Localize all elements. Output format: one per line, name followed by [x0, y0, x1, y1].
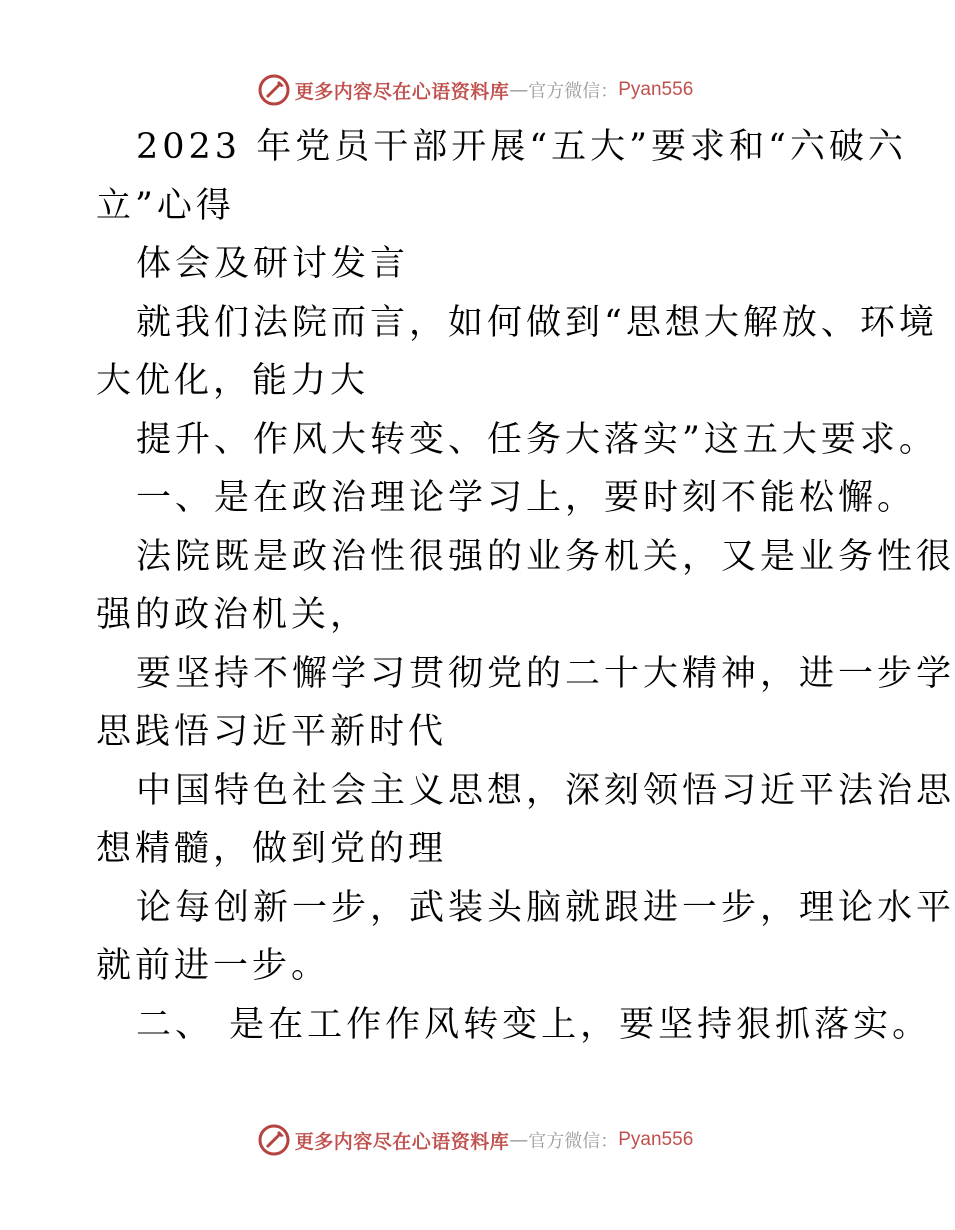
watermark-main-text: 更多内容尽在心语资料库 — [294, 1130, 510, 1153]
body-line: 想精髓，做到党的理 — [96, 829, 448, 869]
body-line: 要坚持不懈学习贯彻党的二十大精神，进一步学 — [136, 653, 955, 694]
logo-icon — [257, 1123, 291, 1157]
watermark-sub-text: 官方微信： — [528, 81, 619, 102]
header-watermark — [0, 70, 950, 110]
body-line: 提升、作风大转变、任务大落实”这五大要求。 — [136, 419, 938, 460]
body-line: 一、是在政治理论学习上，要时刻不能松懈。 — [136, 478, 917, 518]
body-line: 大优化，能力大 — [96, 361, 370, 401]
watermark-account: Pyan556 — [618, 79, 694, 100]
body-line: 论每创新一步，武装头脑就跟进一步，理论水平 — [136, 887, 955, 928]
watermark-dash: — — [509, 79, 529, 101]
watermark-sub-text: 官方微信： — [528, 1131, 619, 1152]
body-line: 立”心得 — [96, 185, 235, 226]
body-line: 中国特色社会主义思想，深刻领悟习近平法治思 — [136, 770, 955, 811]
body-line: 思践悟习近平新时代 — [96, 712, 448, 752]
logo-icon — [257, 73, 291, 107]
body-line: 强的政治机关， — [96, 595, 370, 635]
body-line: 法院既是政治性很强的业务机关，又是业务性很 — [136, 536, 955, 577]
watermark-dash: — — [509, 1129, 529, 1151]
body-line: 就前进一步。 — [96, 946, 331, 986]
body-line: 就我们法院而言，如何做到“思想大解放、环境 — [136, 302, 938, 343]
watermark-main-text: 更多内容尽在心语资料库 — [294, 80, 510, 103]
body-line: 二、 是在工作作风转变上，要坚持狠抓落实。 — [136, 1004, 932, 1045]
document-body — [96, 118, 955, 1054]
watermark-account: Pyan556 — [618, 1129, 694, 1150]
footer-watermark — [0, 1120, 950, 1160]
body-line: 体会及研讨发言 — [136, 244, 410, 284]
body-line: 2023 年党员干部开展“五大”要求和“六破六 — [136, 127, 907, 167]
